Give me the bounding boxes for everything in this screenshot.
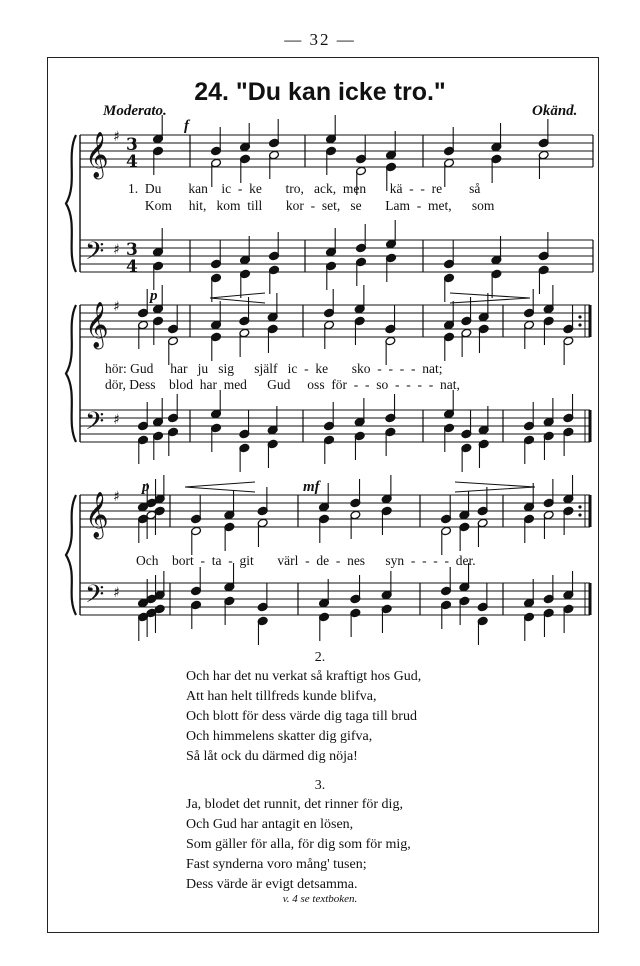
lyrics-line-1b: Kom hit, kom till kor - set, se Lam - met, som <box>128 198 495 213</box>
verse-line: Och blott för dess värde dig taga till brud <box>186 709 417 724</box>
verse-line: Som gäller för alla, för dig som för mig, <box>186 837 411 852</box>
composer: Okänd. <box>532 103 578 119</box>
system-brace <box>66 305 76 442</box>
lyrics-line-1a: 1. Du kan ic - ke tro, ack, men kä - - re så <box>128 181 481 196</box>
page-number: — 32 — <box>284 30 356 49</box>
system-brace <box>66 495 76 615</box>
dynamic-mezzoforte: mf <box>303 479 320 495</box>
crescendo-hairpin <box>185 482 255 492</box>
lyrics-line-3a: Och bort - ta - git värl - de - nes syn - - - - der. <box>136 553 476 568</box>
verse-line: Och Gud har antagit en lösen, <box>186 817 354 832</box>
crescendo-hairpin <box>210 293 265 303</box>
repeat-dot <box>578 315 581 318</box>
time-signature-top: 3 <box>126 240 138 260</box>
time-signature-bottom: 4 <box>126 257 138 277</box>
verse-line: Och himmelens skatter dig gifva, <box>186 729 373 744</box>
treble-clef-icon: 𝄞 <box>85 492 109 538</box>
system-brace <box>66 135 76 272</box>
verse-line: Så låt ock du därmed dig nöja! <box>186 749 358 764</box>
bass-clef-icon: 𝄢 <box>85 580 105 615</box>
verse-number: 3. <box>314 778 326 793</box>
verse-line: Ja, blodet det runnit, det rinner för dig, <box>186 797 403 812</box>
decrescendo-hairpin <box>455 482 535 492</box>
sharp-icon: ♯ <box>113 129 120 145</box>
verse-line: Och har det nu verkat så kraftigt hos Gud, <box>186 669 422 684</box>
time-signature-bottom: 4 <box>126 152 138 172</box>
treble-clef-icon: 𝄞 <box>85 302 109 348</box>
repeat-dot <box>578 323 581 326</box>
sharp-icon: ♯ <box>113 412 120 428</box>
repeat-dot <box>578 513 581 516</box>
tempo-marking: Moderato. <box>103 103 167 119</box>
verse-line: Dess värde är evigt detsamma. <box>186 877 358 892</box>
time-signature-top: 3 <box>126 135 138 155</box>
sharp-icon: ♯ <box>113 489 120 505</box>
dynamic-piano: p <box>150 288 158 304</box>
verse-line: Att han helt tillfreds kunde blifva, <box>186 689 377 704</box>
verse-number: 2. <box>314 650 326 665</box>
dynamic-forte: f <box>184 118 189 134</box>
sharp-icon: ♯ <box>113 299 120 315</box>
verse-line: Fast synderna voro mång' tusen; <box>186 857 367 872</box>
dynamic-piano-2: p <box>142 479 150 495</box>
decrescendo-hairpin <box>450 293 530 303</box>
treble-clef-icon: 𝄞 <box>85 132 109 178</box>
footnote: v. 4 se textboken. <box>282 893 358 905</box>
lyrics-line-2a: hör: Gud har ju sig själf ic - ke sko - - - - nat; <box>105 361 443 376</box>
lyrics-line-2b: dör, Dess blod har med Gud oss för - - so - - - - nat, <box>105 377 460 392</box>
sharp-icon: ♯ <box>113 242 120 258</box>
bass-clef-icon: 𝄢 <box>85 407 105 442</box>
sharp-icon: ♯ <box>113 585 120 601</box>
bass-clef-icon: 𝄢 <box>85 237 105 272</box>
repeat-dot <box>578 505 581 508</box>
hymn-title: 24. "Du kan icke tro." <box>194 78 446 106</box>
